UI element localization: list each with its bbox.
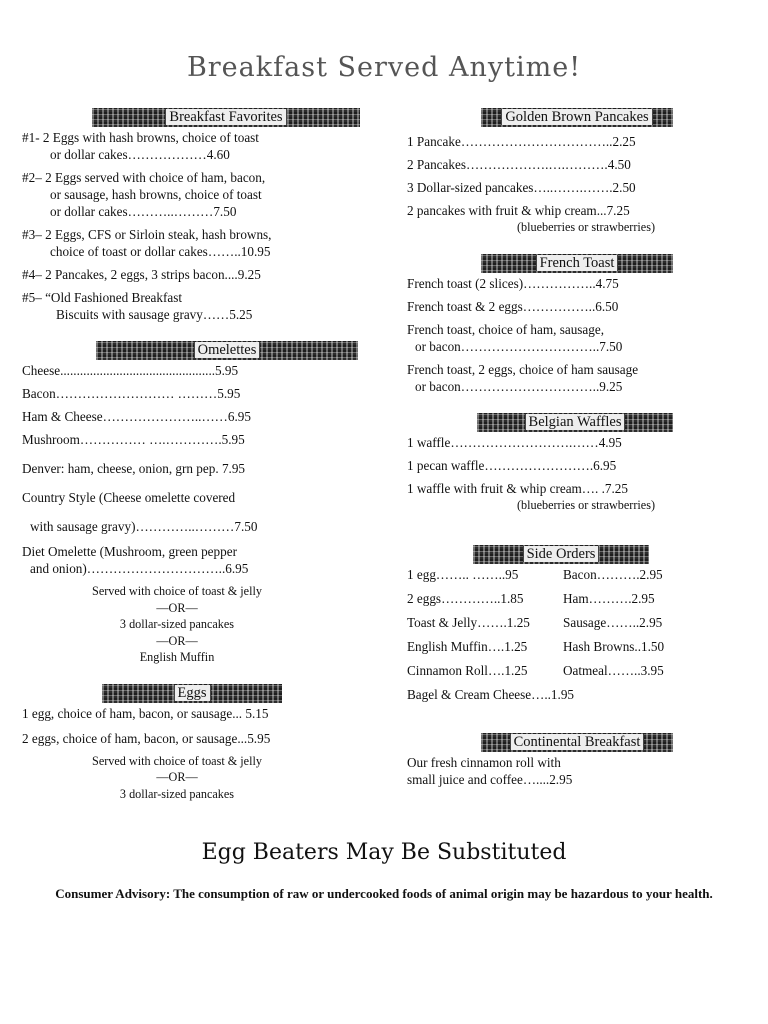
menu-item: 2 pancakes with fruit & whip cream...7.25 xyxy=(407,203,630,218)
menu-item: French toast, 2 eggs, choice of ham sausage or bacon…………………………..9.25 xyxy=(407,361,639,394)
section-title: Golden Brown Pancakes xyxy=(501,109,652,125)
menu-item: Our fresh cinnamon roll with small juice and coffee…....2.95 xyxy=(407,755,573,787)
egg-beaters-notice: Egg Beaters May Be Substituted xyxy=(201,840,567,865)
menu-item: #3– 2 Eggs, CFS or Sirloin steak, hash browns, choice of toast or dollar cakes……..10.95 xyxy=(22,227,272,259)
menu-item: #2– 2 Eggs served with choice of ham, bacon, or sausage, hash browns, choice of toast or dollar cakes………..………7.50 xyxy=(22,170,266,219)
side-item: Bagel & Cream Cheese…..1.95 xyxy=(407,687,575,702)
breakfast-favorites-header xyxy=(92,108,360,127)
menu-item: French toast (2 slices)……………..4.75 xyxy=(407,275,619,291)
menu-item: Diet Omelette (Mushroom, green pepper and onion)…………………………..6.95 xyxy=(22,544,249,576)
side-item: Sausage……..2.95 xyxy=(563,615,663,630)
left-column xyxy=(22,108,352,808)
side-orders-list xyxy=(407,566,747,703)
menu-item: Cheese...............................................5.95 xyxy=(22,363,239,378)
side-item: 2 eggs…………..1.85 xyxy=(407,591,524,606)
menu-item: Denver: ham, cheese, onion, grn pep. 7.95 xyxy=(22,461,246,476)
continental-breakfast-header xyxy=(481,733,673,752)
menu-item: Mushroom…………… ….………….5.95 xyxy=(22,432,245,447)
section-title: Side Orders xyxy=(523,546,600,562)
menu-item: French toast, choice of ham, sausage, or bacon…………………………..7.50 xyxy=(407,321,623,354)
menu-item: 1 waffle……………………….……4.95 xyxy=(407,434,622,450)
menu-item: #1- 2 Eggs with hash browns, choice of toast or dollar cakes………………4.60 xyxy=(22,130,259,162)
eggs-header xyxy=(102,684,282,703)
menu-item: French toast & 2 eggs……………..6.50 xyxy=(407,298,619,314)
section-title: Continental Breakfast xyxy=(510,734,645,750)
menu-item: Ham & Cheese…………………..……6.95 xyxy=(22,409,251,424)
belgian-waffles-header xyxy=(477,413,673,432)
omelette-note: Served with choice of toast & jelly —OR— 3 dollar-sized pancakes —OR— English Muffin xyxy=(92,584,262,664)
side-item: Hash Browns..1.50 xyxy=(563,639,665,654)
consumer-advisory: Consumer Advisory: The consumption of raw or undercooked foods of animal origin may be hazardous to your health. xyxy=(55,886,713,901)
side-item: English Muffin….1.25 xyxy=(407,639,528,654)
pancake-note: (blueberries or strawberries) xyxy=(516,220,655,234)
menu-item: 2 Pancakes……………….….……….4.50 xyxy=(407,157,631,172)
menu-title: Breakfast Served Anytime! xyxy=(186,52,582,83)
side-item: Ham……….2.95 xyxy=(563,591,655,606)
section-title: Belgian Waffles xyxy=(525,414,626,430)
omelettes-header xyxy=(96,341,358,360)
menu-item: 1 waffle with fruit & whip cream…. .7.25 xyxy=(407,480,628,496)
menu-item: #4– 2 Pancakes, 2 eggs, 3 strips bacon....9.25 xyxy=(22,267,261,282)
eggs-note: Served with choice of toast & jelly —OR— 3 dollar-sized pancakes xyxy=(92,753,262,801)
section-title: French Toast xyxy=(536,255,619,271)
menu-item: #5– “Old Fashioned Breakfast Biscuits with sausage gravy……5.25 xyxy=(22,290,253,322)
menu-item: 1 Pancake……………………………..2.25 xyxy=(407,134,636,149)
side-item: 1 egg…….. ……..95 xyxy=(407,567,519,582)
menu-item: 1 egg, choice of ham, bacon, or sausage... 5.15 xyxy=(22,705,269,721)
section-title: Eggs xyxy=(174,685,211,701)
menu-item: with sausage gravy)…………..………7.50 xyxy=(30,519,258,534)
menu-item: 3 Dollar-sized pancakes…..…….…….2.50 xyxy=(407,180,636,195)
right-column xyxy=(407,108,747,794)
menu-item: Country Style (Cheese omelette covered xyxy=(22,490,236,505)
side-item: Oatmeal……..3.95 xyxy=(563,663,664,678)
side-orders-header xyxy=(473,545,649,564)
waffle-note: (blueberries or strawberries) xyxy=(516,497,655,512)
section-title: Breakfast Favorites xyxy=(165,109,286,125)
menu-item: 1 pecan waffle…………………….6.95 xyxy=(407,457,617,473)
side-item: Cinnamon Roll….1.25 xyxy=(407,663,528,678)
french-toast-header xyxy=(481,254,673,273)
section-title: Omelettes xyxy=(194,342,261,358)
side-item: Toast & Jelly…….1.25 xyxy=(407,615,530,630)
menu-item: Bacon……………………… ………5.95 xyxy=(22,386,241,401)
pancakes-header xyxy=(481,108,673,127)
menu-item: 2 eggs, choice of ham, bacon, or sausage...5.95 xyxy=(22,730,271,746)
side-item: Bacon……….2.95 xyxy=(563,567,663,582)
